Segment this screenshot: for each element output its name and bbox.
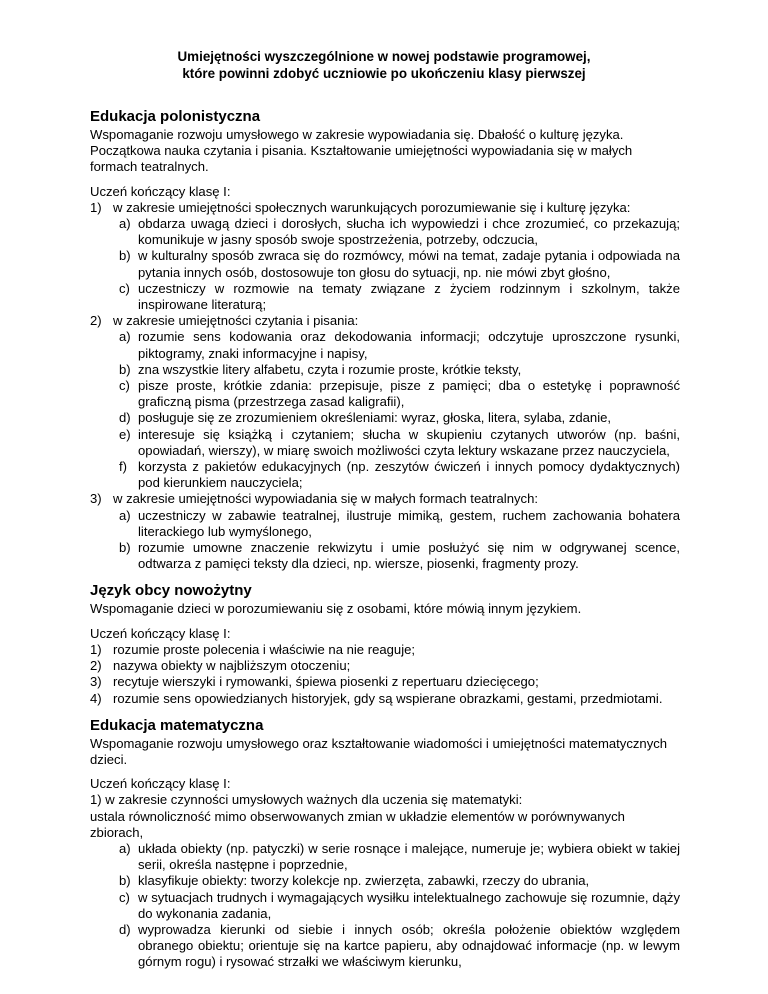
- sub-item: [90, 922, 680, 971]
- list-item: [90, 200, 680, 216]
- title-line-2: które powinni zdobyć uczniowie po ukończeniu klasy pierwszej: [182, 66, 586, 81]
- sub-item: [90, 216, 680, 248]
- sub-item: [90, 329, 680, 361]
- sub-text: w kulturalny sposób zwraca się do rozmówcy, mówi na temat, zadaje pytania i odpowiada na pytania innych osób, dostosowuje ton głosu do sytuacji, np. nie mówi zbyt głośno,: [138, 248, 680, 280]
- section-intro: Wspomaganie rozwoju umysłowego w zakresie wypowiadania się. Dbałość o kulturę języka. Początkowa nauka czytania i pisania. Kształtowanie umiejętności wypowiadania się w małych formach teatralnych.: [90, 127, 633, 175]
- section-heading: Edukacja matematyczna: [90, 716, 264, 734]
- sub-marker: f): [119, 459, 127, 475]
- sub-marker: b): [119, 873, 131, 889]
- sub-marker: c): [119, 378, 130, 394]
- sub-text: wyprowadza kierunki od siebie i innych osób; określa położenie obiektów względem obranego obiektu; orientuje się na kartce papieru, aby odnajdować informacje (np. w lewym górnym rogu) i rysować strzałki we właściwym kierunku,: [138, 921, 680, 970]
- list-text: rozumie proste polecenia i właściwie na nie reaguje;: [113, 641, 416, 657]
- section-math: [90, 717, 680, 971]
- sub-text: korzysta z pakietów edukacyjnych (np. zeszytów ćwiczeń i innych pomocy dydaktycznych) pod kierunkiem nauczyciela;: [138, 459, 680, 491]
- list-text: w zakresie umiejętności wypowiadania się w małych formach teatralnych:: [113, 491, 538, 507]
- list-marker: 4): [90, 690, 102, 706]
- sub-item: [90, 378, 680, 410]
- sub-marker: c): [119, 889, 130, 905]
- title-line-1: Umiejętności wyszczególnione w nowej podstawie programowej,: [177, 49, 591, 64]
- student-line: Uczeń kończący klasę I:: [90, 776, 231, 792]
- list-text: w zakresie umiejętności czytania i pisania:: [113, 313, 359, 329]
- sub-item: [90, 248, 680, 280]
- section-heading: Edukacja polonistyczna: [90, 108, 261, 125]
- sub-text: uczestniczy w rozmowie na tematy związane z życiem rodzinnym i szkolnym, także inspirowane literaturą;: [138, 280, 680, 313]
- list-marker: 2): [90, 658, 102, 674]
- list-item: 1) w zakresie czynności umysłowych ważnych dla uczenia się matematyki:: [90, 792, 523, 808]
- sub-marker: a): [119, 507, 131, 523]
- list-item: [90, 691, 680, 707]
- section-heading: Język obcy nowożytny: [90, 582, 252, 600]
- sub-marker: b): [119, 540, 131, 556]
- sub-marker: b): [119, 248, 131, 264]
- section-polish: [90, 108, 680, 572]
- list-marker: 2): [90, 313, 102, 329]
- sub-marker: c): [119, 280, 130, 296]
- list-marker: 3): [90, 491, 102, 507]
- sub-item: [90, 362, 680, 378]
- list-marker: 3): [90, 674, 102, 690]
- sub-marker: d): [119, 921, 131, 937]
- list-item: [90, 642, 680, 658]
- sub-text: układa obiekty (np. patyczki) w serie rosnące i malejące, numeruje je; wybiera obiekt w takiej serii, określa następne i poprzednie,: [138, 840, 680, 873]
- list-item: [90, 658, 680, 674]
- sub-item: [90, 841, 680, 873]
- sub-marker: e): [119, 426, 131, 442]
- list-text: nazywa obiekty w najbliższym otoczeniu;: [113, 658, 351, 674]
- section-intro: Wspomaganie dzieci w porozumiewaniu się z osobami, które mówią innym językiem.: [90, 601, 582, 617]
- list-item: [90, 674, 680, 690]
- document-title: [0, 48, 768, 82]
- sub-text: obdarza uwagą dzieci i dorosłych, słucha ich wypowiedzi i chce zrozumieć, co przekazują; komunikuje w jasny sposób swoje spostrzeżenia, potrzeby, odczucia,: [138, 216, 680, 248]
- sub-item: [90, 427, 680, 459]
- list-text: rozumie sens opowiedzianych historyjek, gdy są wspierane obrazkami, gestami, przedmiotami.: [113, 690, 663, 706]
- document-body: [90, 108, 680, 971]
- list-marker: 1): [90, 199, 102, 215]
- list-text: recytuje wierszyki i rymowanki, śpiewa piosenki z repertuaru dziecięcego;: [113, 674, 539, 690]
- sub-item: [90, 281, 680, 313]
- sub-marker: b): [119, 361, 131, 377]
- sub-text: rozumie umowne znaczenie rekwizytu i umie posłużyć się nim w odgrywanej scence, odtwarza z pamięci teksty dla dzieci, np. wiersze, piosenki, fragmenty prozy.: [138, 540, 680, 572]
- sub-marker: a): [119, 329, 131, 345]
- sub-item: [90, 459, 680, 491]
- sub-marker: a): [119, 840, 131, 856]
- list-text: w zakresie umiejętności społecznych warunkujących porozumiewanie się i kulturę języka:: [113, 199, 631, 215]
- student-line: Uczeń kończący klasę I:: [90, 183, 231, 199]
- sub-item: [90, 540, 680, 572]
- list-item-continuation: ustala równoliczność mimo obserwowanych zmian w układzie elementów w porównywanych zbiorach,: [90, 808, 625, 840]
- list-item: [90, 491, 680, 507]
- list-item: [90, 313, 680, 329]
- sub-text: interesuje się książką i czytaniem; słucha w skupieniu czytanych utworów (np. baśni, opowiadań, wierszy), w miarę swoich możliwości czyta lektury wskazane przez nauczyciela,: [138, 426, 680, 458]
- sub-item: [90, 873, 680, 889]
- section-intro: Wspomaganie rozwoju umysłowego oraz kształtowanie wiadomości i umiejętności matematycznych dzieci.: [90, 735, 668, 767]
- sub-text: w sytuacjach trudnych i wymagających wysiłku intelektualnego zachowuje się rozumnie, dąży do wykonania zadania,: [138, 889, 680, 921]
- sub-marker: d): [119, 410, 131, 426]
- sub-text: rozumie sens kodowania oraz dekodowania informacji; odczytuje uproszczone rysunki, piktogramy, znaki informacyjne i napisy,: [138, 329, 680, 361]
- student-line: Uczeń kończący klasę I:: [90, 625, 231, 641]
- sub-text: pisze proste, krótkie zdania: przepisuje, pisze z pamięci; dba o estetykę i poprawność graficzną pisma (przestrzega zasad kaligrafii),: [138, 378, 680, 410]
- section-foreign-language: [90, 582, 680, 706]
- sub-item: [90, 890, 680, 922]
- sub-item: [90, 410, 680, 426]
- sub-text: uczestniczy w zabawie teatralnej, ilustruje mimiką, gestem, ruchem zachowania bohatera literackiego lub wymyślonego,: [138, 507, 680, 539]
- sub-text: klasyfikuje obiekty: tworzy kolekcje np. zwierzęta, zabawki, rzeczy do ubrania,: [138, 873, 590, 889]
- list-marker: 1): [90, 641, 102, 657]
- sub-item: [90, 508, 680, 540]
- sub-text: zna wszystkie litery alfabetu, czyta i rozumie proste, krótkie teksty,: [138, 361, 522, 377]
- sub-text: posługuje się ze zrozumieniem określeniami: wyraz, głoska, litera, sylaba, zdanie,: [138, 410, 612, 426]
- sub-marker: a): [119, 216, 131, 232]
